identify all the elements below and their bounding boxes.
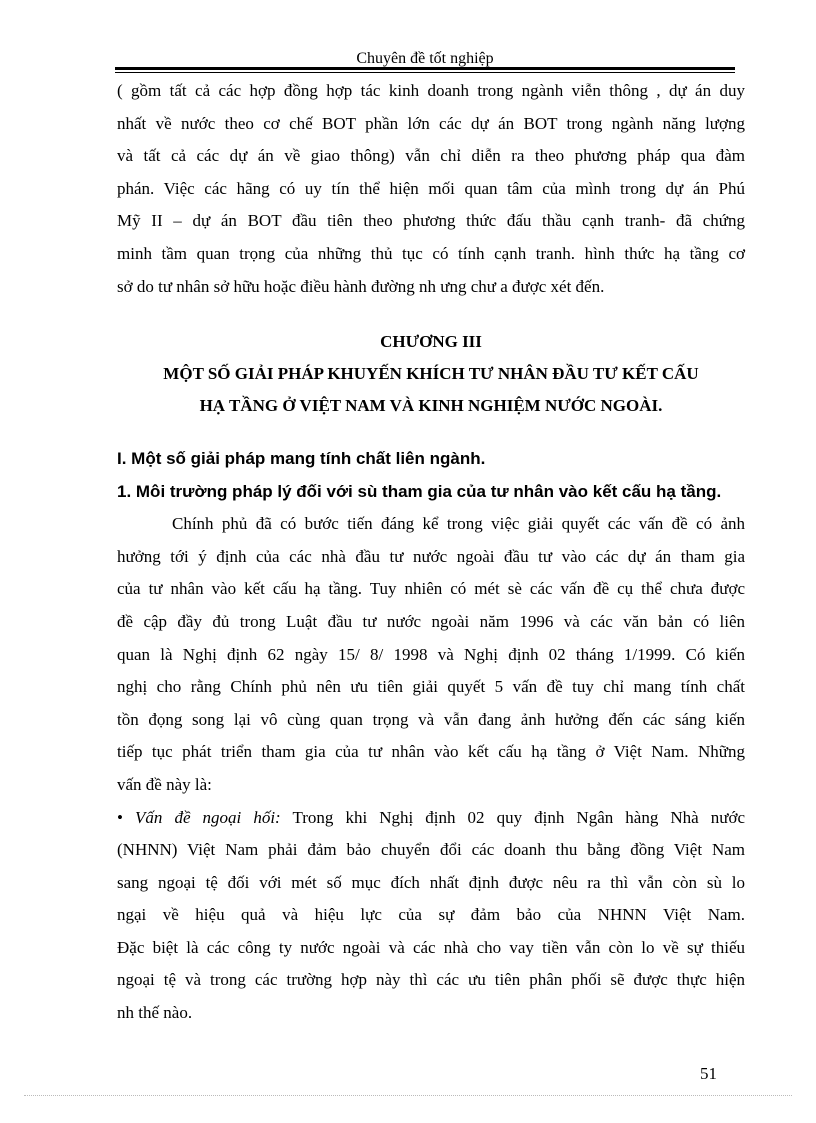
text-line: nghị cho rằng Chính phủ nên ưu tiên giải quyết 5 vấn đề tuy chỉ mang tính chất [117,677,745,697]
chapter-number: CHƯƠNG III [380,332,482,352]
text-line: minh tầm quan trọng của những thủ tục có tính cạnh tranh. hình thức hạ tầng cơ [117,243,745,263]
text-line: quan là Nghị định 62 ngày 15/ 8/ 1998 và Nghị định 02 tháng 1/1999. Có kiến [117,644,745,664]
bullet-paragraph [117,802,745,1030]
text-line: Đặc biệt là các công ty nước ngoài và các nhà cho vay tiền vẫn còn lo về sự thiếu [117,937,745,957]
text-line: sang ngoại tệ đối với mét số mục đích nhất định được nêu ra thì vẫn còn sù lo [117,872,745,892]
text-line: và tất cả các dự án về giao thông) vẫn chỉ diễn ra theo phương pháp qua đàm [117,146,745,166]
text-line: ngoại tệ và trong các trường hợp này thì các ưu tiên phân phối sẽ được thực hiện [117,970,745,990]
page-number: 51 [700,1064,717,1083]
text-line: (NHNN) Việt Nam phải đảm bảo chuyển đổi các doanh thu bằng đồng Việt Nam [117,840,745,860]
text-line: hưởng tới ý định của các nhà đầu tư nước ngoài đầu tư vào các dự án tham gia [117,546,745,566]
chapter-title-line1: MỘT SỐ GIẢI PHÁP KHUYẾN KHÍCH TƯ NHÂN ĐẦU TƯ KẾT CẤU [163,364,699,384]
page-body [117,75,745,1030]
subsection-heading: 1. Môi trường pháp lý đối với sù tham gia của tư nhân vào kết cấu hạ tầng. [117,482,722,502]
header-rule-thin [115,72,735,73]
text-line: đề cập đầy đủ trong Luật đầu tư nước ngoài năm 1996 và các văn bản có liên [117,611,745,631]
intro-paragraph [117,75,745,303]
text-line: tiếp tục phát triển tham gia của tư nhân vào kết cấu hạ tầng ở Việt Nam. Những [117,742,745,762]
text-line: vấn đề này là: [117,774,212,794]
text-line: nh thế nào. [117,1003,193,1023]
bullet-icon: • [117,807,123,827]
header-rule-thick [115,67,735,70]
text-line: ngại về hiệu quả và hiệu lực của sự đảm bảo của NHNN Việt Nam. [117,905,745,925]
bullet-first-line [117,802,745,835]
bullet-title: Vấn đề ngoại hối: [135,807,281,827]
text-line: Chính phủ đã có bước tiến đáng kể trong việc giải quyết các vấn đề có ảnh [172,514,745,534]
text-line: ( gồm tất cả các hợp đồng hợp tác kinh doanh trong ngành viễn thông , dự án duy [117,81,745,100]
section-heading: I. Một số giải pháp mang tính chất liên ngành. [117,449,486,469]
text-line: sở do tư nhân sở hữu hoặc điều hành đường nh ưng chư a được xét đến. [117,276,605,296]
bullet-first-line-text: Trong khi Nghị định 02 quy định Ngân hàng Nhà nước [292,807,745,827]
text-line: của tư nhân vào kết cấu hạ tầng. Tuy nhiên có mét sè các vấn đề cụ thể chưa được [117,579,745,599]
text-line: Mỹ II – dự án BOT đầu tiên theo phương thức đấu thầu cạnh tranh- đã chứng [117,211,745,231]
footer-divider [24,1095,792,1096]
body-paragraph [117,508,745,801]
text-line: phán. Việc các hãng có uy tín thể hiện mối quan tâm của mình trong dự án Phú [117,178,745,198]
chapter-title-line2: HẠ TẦNG Ở VIỆT NAM VÀ KINH NGHIỆM NƯỚC NGOÀI. [199,396,663,416]
running-header: Chuyên đề tốt nghiệp [356,50,494,67]
text-line: tồn đọng song lại vô cùng quan trọng và vẫn đang ảnh hưởng đến các sáng kiến [117,709,745,729]
text-line: nhất về nước theo cơ chế BOT phần lớn các dự án BOT trong ngành năng lượng [117,113,745,133]
